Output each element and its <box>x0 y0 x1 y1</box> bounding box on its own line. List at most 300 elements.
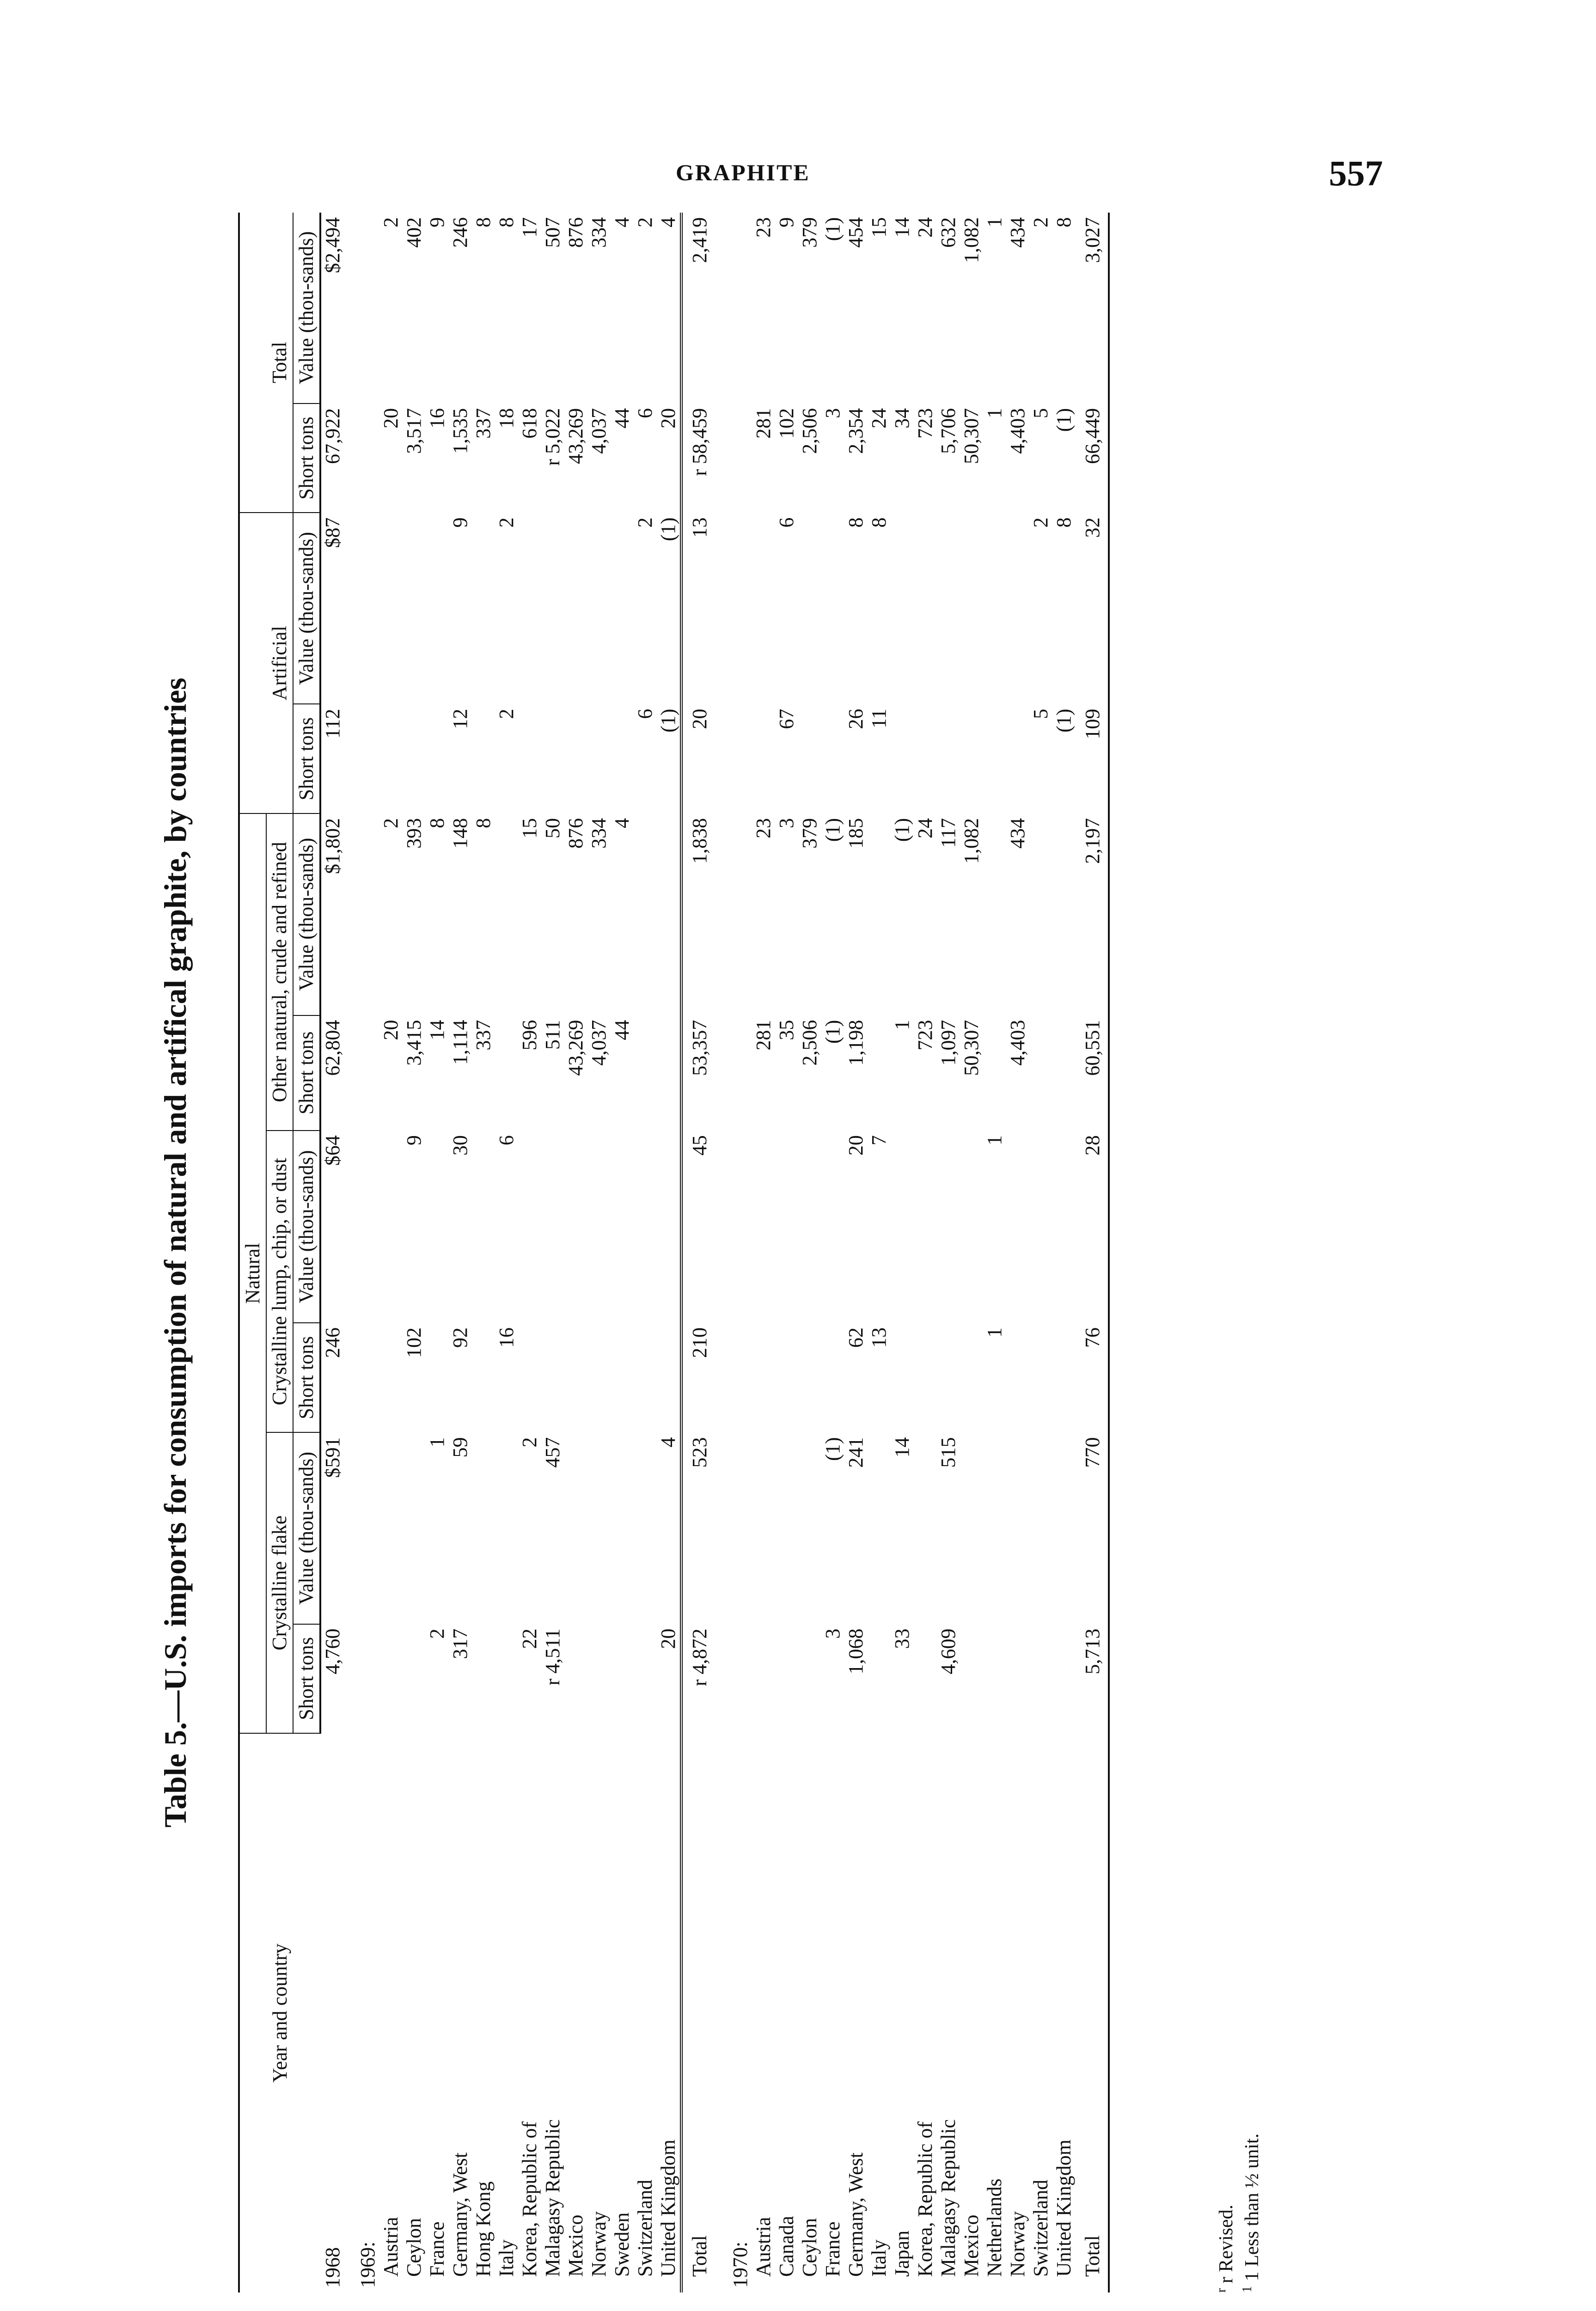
cell-value: 109 <box>1076 704 1109 813</box>
cell-value <box>379 513 403 704</box>
cell-value <box>518 1131 541 1323</box>
header-year-country: Year and country <box>239 1733 320 2293</box>
header-value: Value (thou-sands) <box>293 213 320 404</box>
cell-value: 2 <box>1029 517 1052 528</box>
cell-value <box>729 1323 752 1433</box>
cell-value <box>798 513 821 704</box>
row-label: Mexico <box>564 2214 587 2277</box>
cell-value: 2 <box>379 818 402 828</box>
cell-value: 1 <box>983 1135 1006 1146</box>
cell-value <box>657 1015 681 1131</box>
cell-value <box>798 704 821 813</box>
cell-value <box>937 1323 960 1433</box>
row-label: Italy <box>868 2239 890 2277</box>
cell-value: 11 <box>868 709 890 728</box>
cell-value <box>937 1131 960 1323</box>
cell-value: 6 <box>775 517 798 528</box>
cell-value <box>356 1624 379 1733</box>
cell-value: 8 <box>1052 517 1075 528</box>
cell-value: 1,097 <box>937 1020 960 1066</box>
cell-value: 4 <box>657 1437 679 1448</box>
table-row <box>541 213 564 2293</box>
table-row <box>495 213 518 2293</box>
cell-value: (1) <box>821 217 844 241</box>
cell-value: 67,922 <box>321 408 344 464</box>
cell-value: 76 <box>1076 1323 1109 1433</box>
cell-value <box>356 213 379 404</box>
row-label: Norway <box>587 2211 610 2277</box>
table-row <box>472 213 495 2293</box>
row-label: Total <box>681 1733 717 2293</box>
cell-value: 59 <box>449 1437 471 1458</box>
table-row <box>356 213 379 2293</box>
cell-value <box>1006 1624 1029 1733</box>
cell-value: 281 <box>752 1020 775 1051</box>
cell-value: 14 <box>426 1020 448 1040</box>
cell-value: 8 <box>844 517 867 528</box>
table-row <box>611 213 634 2293</box>
cell-value: 2 <box>495 709 518 719</box>
cell-value: 4,037 <box>587 408 610 454</box>
cell-value <box>611 1323 634 1433</box>
cell-value: 3 <box>821 1628 844 1639</box>
cell-value <box>356 1131 379 1323</box>
cell-value <box>541 513 564 704</box>
cell-value: 24 <box>868 408 890 428</box>
cell-value: 1,082 <box>960 818 983 864</box>
cell-value: 12 <box>449 709 471 729</box>
cell-value <box>472 513 495 704</box>
cell-value: 14 <box>891 217 913 238</box>
cell-value: 2,354 <box>844 408 867 454</box>
spacer-row <box>344 213 356 2293</box>
cell-value <box>821 1323 844 1433</box>
cell-value: 6 <box>634 709 656 719</box>
cell-value: 26 <box>844 709 867 729</box>
cell-value <box>798 1432 821 1624</box>
table-row <box>891 213 914 2293</box>
table-row <box>587 213 611 2293</box>
row-label: Canada <box>775 2216 798 2277</box>
cell-value: 334 <box>587 217 610 248</box>
cell-value: 20 <box>657 408 679 428</box>
cell-value <box>564 1323 587 1433</box>
cell-value: 2 <box>634 217 656 227</box>
row-label: Total <box>1076 1733 1109 2293</box>
cell-value: 24 <box>914 217 936 238</box>
cell-value: 379 <box>798 818 821 849</box>
cell-value <box>1052 1131 1076 1323</box>
cell-value <box>495 1624 518 1733</box>
cell-value <box>403 513 426 704</box>
cell-value <box>1029 1432 1052 1624</box>
cell-value: 62 <box>844 1327 867 1348</box>
header-short-tons: Short tons <box>293 704 320 813</box>
cell-value: (1) <box>657 709 679 733</box>
cell-value <box>891 704 914 813</box>
cell-value: (1) <box>1052 408 1075 432</box>
cell-value <box>379 1323 403 1433</box>
row-label: Norway <box>1006 2211 1029 2277</box>
cell-value <box>1006 1323 1029 1433</box>
cell-value <box>356 704 379 813</box>
cell-value <box>868 813 891 1015</box>
cell-value: 30 <box>449 1135 471 1156</box>
cell-value: 1 <box>983 217 1006 227</box>
cell-value: 8 <box>426 818 448 828</box>
table-body <box>320 213 1109 2293</box>
table-row <box>379 213 403 2293</box>
cell-value: 16 <box>426 408 448 428</box>
cell-value <box>356 1015 379 1131</box>
table-row <box>937 213 960 2293</box>
cell-value <box>611 1432 634 1624</box>
table-row <box>983 213 1006 2293</box>
table-row <box>844 213 868 2293</box>
cell-value: 632 <box>937 217 960 248</box>
cell-value: 2 <box>379 217 402 227</box>
cell-value <box>914 1624 937 1733</box>
cell-value <box>472 704 495 813</box>
header-value: Value (thou-sands) <box>293 813 320 1015</box>
table-row <box>320 213 344 2293</box>
cell-value <box>983 1432 1006 1624</box>
cell-value: 9 <box>403 1135 425 1146</box>
cell-value: 770 <box>1076 1432 1109 1624</box>
row-label: Germany, West <box>449 2152 471 2277</box>
row-label: Italy <box>495 2239 518 2277</box>
cell-value: $591 <box>321 1437 344 1478</box>
header-short-tons: Short tons <box>293 404 320 513</box>
cell-value: 23 <box>752 818 775 838</box>
table-row <box>821 213 844 2293</box>
cell-value <box>729 1015 752 1131</box>
cell-value <box>868 1624 891 1733</box>
cell-value <box>798 1323 821 1433</box>
cell-value <box>1052 813 1076 1015</box>
cell-value: 4,609 <box>937 1628 960 1675</box>
cell-value <box>426 704 449 813</box>
cell-value <box>821 513 844 704</box>
cell-value <box>752 1323 775 1433</box>
cell-value <box>634 1323 657 1433</box>
cell-value: 2 <box>634 517 656 528</box>
row-label: France <box>821 2221 844 2277</box>
cell-value: 7 <box>868 1135 890 1146</box>
cell-value <box>752 704 775 813</box>
row-label: 1969: <box>356 2241 379 2288</box>
cell-value <box>634 1015 657 1131</box>
table-row <box>868 213 891 2293</box>
cell-value: 8 <box>472 818 495 828</box>
cell-value <box>798 1131 821 1323</box>
cell-value <box>587 1432 611 1624</box>
cell-value: (1) <box>821 1020 844 1044</box>
header-short-tons: Short tons <box>293 1015 320 1131</box>
cell-value <box>891 513 914 704</box>
cell-value <box>518 513 541 704</box>
table-row <box>960 213 983 2293</box>
cell-value: 1,838 <box>681 813 717 1015</box>
cell-value: $2,494 <box>321 217 344 273</box>
cell-value: 1,535 <box>449 408 471 454</box>
cell-value: 434 <box>1006 217 1029 248</box>
cell-value: 1,198 <box>844 1020 867 1066</box>
cell-value: 15 <box>868 217 890 238</box>
cell-value <box>472 1131 495 1323</box>
cell-value: 454 <box>844 217 867 248</box>
cell-value <box>752 1624 775 1733</box>
cell-value <box>891 1131 914 1323</box>
cell-value <box>541 704 564 813</box>
cell-value: 4,037 <box>587 1020 610 1066</box>
row-label: France <box>426 2221 448 2277</box>
cell-value: 9 <box>449 517 471 528</box>
cell-value <box>495 1015 518 1131</box>
cell-value <box>518 1323 541 1433</box>
table-row <box>657 213 681 2293</box>
cell-value: 457 <box>541 1437 564 1468</box>
cell-value <box>611 704 634 813</box>
cell-value: 334 <box>587 818 610 849</box>
cell-value: 148 <box>449 818 471 849</box>
cell-value: (1) <box>821 1437 844 1461</box>
cell-value <box>356 404 379 513</box>
table-title: Table 5.—U.S. imports for consumption of natural and artifical graphite, by countries <box>158 678 193 1828</box>
cell-value: 337 <box>472 1020 495 1051</box>
row-label: Sweden <box>611 2212 633 2277</box>
cell-value: 523 <box>681 1432 717 1624</box>
row-label: Japan <box>891 2230 913 2277</box>
cell-value <box>914 704 937 813</box>
cell-value: 2 <box>1029 217 1052 227</box>
cell-value: 45 <box>681 1131 717 1323</box>
cell-value <box>426 513 449 704</box>
cell-value <box>1052 1432 1076 1624</box>
cell-value <box>729 1624 752 1733</box>
cell-value: 24 <box>914 818 936 838</box>
row-label: Korea, Republic of <box>914 2121 936 2277</box>
row-label: Mexico <box>960 2214 983 2277</box>
cell-value: 13 <box>868 1327 890 1348</box>
row-label: Ceylon <box>798 2218 821 2277</box>
cell-value <box>914 513 937 704</box>
cell-value <box>752 1131 775 1323</box>
cell-value: 117 <box>937 818 960 848</box>
cell-value: 2,506 <box>798 408 821 454</box>
cell-value <box>587 1323 611 1433</box>
cell-value: 53,357 <box>681 1015 717 1131</box>
cell-value: 13 <box>681 513 717 704</box>
footnote-revised: $^r$ r Revised. <box>1214 2204 1237 2293</box>
cell-value: 8 <box>495 217 518 227</box>
cell-value <box>914 1432 937 1624</box>
cell-value: 2,197 <box>1076 813 1109 1015</box>
cell-value: 1,082 <box>960 217 983 263</box>
cell-value: 43,269 <box>564 408 587 464</box>
cell-value: 5 <box>1029 408 1052 418</box>
table-row <box>449 213 472 2293</box>
cell-value <box>611 513 634 704</box>
cell-value: 515 <box>937 1437 960 1468</box>
cell-value: 20 <box>379 408 402 428</box>
cell-value <box>1029 1323 1052 1433</box>
footnote-less-than-half-text: 1 Less than ½ unit. <box>1241 2133 1263 2281</box>
cell-value: 723 <box>914 1020 936 1051</box>
row-label: Austria <box>379 2217 402 2277</box>
cell-value <box>937 704 960 813</box>
cell-value <box>1052 1015 1076 1131</box>
cell-value <box>983 813 1006 1015</box>
row-label: Austria <box>752 2217 775 2277</box>
cell-value <box>564 704 587 813</box>
cell-value <box>657 1131 681 1323</box>
cell-value: 9 <box>426 217 448 227</box>
cell-value: 2 <box>518 1437 541 1448</box>
cell-value <box>541 1323 564 1433</box>
cell-value <box>611 1131 634 1323</box>
cell-value: 241 <box>844 1437 867 1468</box>
cell-value <box>960 1323 983 1433</box>
rotated-table-page <box>157 213 1276 2293</box>
footnote-revised-text: r Revised. <box>1216 2204 1237 2284</box>
cell-value <box>403 1624 426 1733</box>
cell-value: r 4,511 <box>541 1628 564 1686</box>
cell-value <box>403 704 426 813</box>
row-label: Switzerland <box>634 2179 656 2277</box>
cell-value: 67 <box>775 709 798 729</box>
header-crystalline-lump: Crystalline lump, chip, or dust <box>266 1131 293 1432</box>
cell-value <box>634 1624 657 1733</box>
total-row <box>1076 213 1109 2293</box>
cell-value: 28 <box>1076 1131 1109 1323</box>
cell-value: 33 <box>891 1628 913 1649</box>
cell-value: 723 <box>914 408 936 439</box>
cell-value <box>564 1624 587 1733</box>
cell-value <box>634 1432 657 1624</box>
cell-value: 43,269 <box>564 1020 587 1076</box>
cell-value <box>356 513 379 704</box>
cell-value <box>356 1432 379 1624</box>
cell-value: 618 <box>518 408 541 439</box>
cell-value: 102 <box>403 1327 425 1358</box>
cell-value <box>868 1432 891 1624</box>
cell-value <box>426 1131 449 1323</box>
header-value: Value (thou-sands) <box>293 513 320 704</box>
cell-value <box>379 1624 403 1733</box>
page-number: 557 <box>1329 153 1383 193</box>
table-row <box>1029 213 1052 2293</box>
row-label: 1968 <box>321 2247 344 2288</box>
cell-value <box>960 513 983 704</box>
cell-value <box>1029 813 1052 1015</box>
header-artificial: Artificial <box>239 513 293 813</box>
cell-value: 402 <box>403 217 425 248</box>
cell-value <box>1006 704 1029 813</box>
cell-value: 44 <box>611 408 633 428</box>
cell-value: (1) <box>891 818 913 842</box>
cell-value: 60,551 <box>1076 1015 1109 1131</box>
cell-value <box>798 1624 821 1733</box>
cell-value <box>983 1624 1006 1733</box>
cell-value: 6 <box>634 408 656 418</box>
cell-value <box>587 1624 611 1733</box>
cell-value: 34 <box>891 408 913 428</box>
cell-value: r 4,872 <box>681 1624 717 1733</box>
cell-value: 20 <box>657 1628 679 1649</box>
cell-value: 3,027 <box>1076 213 1109 404</box>
cell-value: 4 <box>611 818 633 828</box>
row-label: Ceylon <box>403 2218 425 2277</box>
cell-value: (1) <box>1052 709 1075 733</box>
cell-value: 2 <box>426 1628 448 1639</box>
cell-value: 246 <box>449 217 471 248</box>
cell-value: 1 <box>983 1327 1006 1338</box>
header-short-tons: Short tons <box>293 1323 320 1433</box>
cell-value: 4,760 <box>321 1628 344 1675</box>
cell-value: $1,802 <box>321 818 344 874</box>
spacer-row <box>717 213 729 2293</box>
table-row <box>775 213 798 2293</box>
cell-value <box>821 1131 844 1323</box>
cell-value: (1) <box>657 517 679 541</box>
cell-value: 1,068 <box>844 1628 867 1675</box>
cell-value: 1 <box>891 1020 913 1030</box>
cell-value: 4,403 <box>1006 408 1029 454</box>
cell-value: 22 <box>518 1628 541 1649</box>
table-row <box>518 213 541 2293</box>
cell-value: 281 <box>752 408 775 439</box>
cell-value: 210 <box>681 1323 717 1433</box>
cell-value <box>729 1432 752 1624</box>
cell-value <box>403 1432 426 1624</box>
table-row <box>564 213 587 2293</box>
cell-value <box>960 704 983 813</box>
table-row <box>1006 213 1029 2293</box>
cell-value: 8 <box>1052 217 1075 227</box>
cell-value <box>1052 1323 1076 1433</box>
footnote-less-than-half: $^1$ 1 Less than ½ unit. <box>1240 2133 1263 2293</box>
cell-value: 14 <box>891 1437 913 1458</box>
cell-value <box>379 704 403 813</box>
cell-value <box>634 813 657 1015</box>
cell-value <box>379 1432 403 1624</box>
cell-value: 507 <box>541 217 564 248</box>
row-label: Germany, West <box>844 2152 867 2277</box>
row-label: United Kingdom <box>1052 2140 1075 2277</box>
cell-value: r 58,459 <box>681 404 717 513</box>
cell-value: 876 <box>564 818 587 849</box>
cell-value <box>960 1624 983 1733</box>
cell-value <box>729 1131 752 1323</box>
cell-value: 4 <box>611 217 633 227</box>
cell-value <box>472 1323 495 1433</box>
row-label: Malagasy Republic <box>541 2119 564 2277</box>
cell-value: 23 <box>752 217 775 238</box>
cell-value <box>914 1323 937 1433</box>
row-label: 1970: <box>729 2241 752 2288</box>
cell-value: 17 <box>518 217 541 238</box>
cell-value: 20 <box>379 1020 402 1040</box>
cell-value <box>426 1323 449 1433</box>
cell-value: 393 <box>403 818 425 849</box>
cell-value: 50,307 <box>960 1020 983 1076</box>
cell-value: 18 <box>495 408 518 428</box>
cell-value <box>541 1131 564 1323</box>
cell-value: 185 <box>844 818 867 849</box>
cell-value: 3,415 <box>403 1020 425 1066</box>
cell-value: 876 <box>564 217 587 248</box>
